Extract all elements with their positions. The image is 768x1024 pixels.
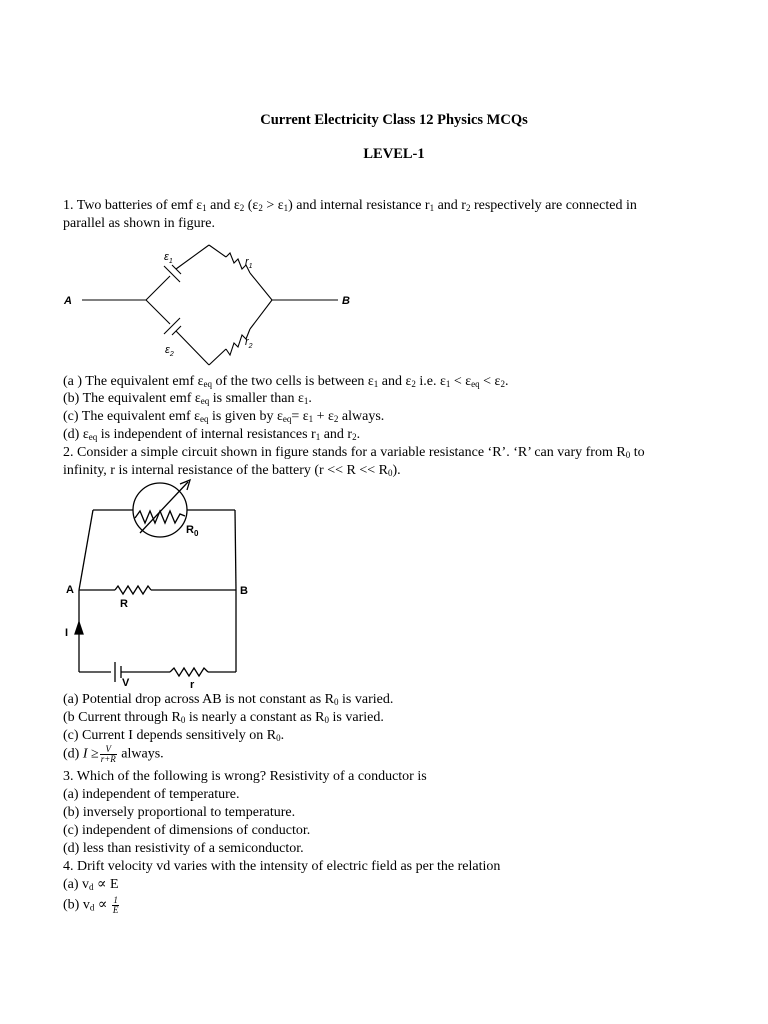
label-I: I	[65, 627, 69, 639]
q2-option-c: (c) Current I depends sensitively on $R_0$.	[63, 728, 285, 743]
q2-stem-line1: 2. Consider a simple circuit shown in figure stands for a variable resistance ‘R’. ‘R’ can vary from $R_0$ to	[63, 445, 645, 460]
q1-option-b: (b) The equivalent emf $\varepsilon_{eq}$ is smaller than $\varepsilon_1$.	[63, 391, 312, 406]
label-a: A	[66, 584, 74, 596]
q1-option-c: (c) The equivalent emf $\varepsilon_{eq}$ is given by $\varepsilon_{eq}= \varepsilon_1 + \varepsilon_2$ always.	[63, 409, 385, 424]
fraction-v-over-r-plus-R: $\frac{V}{r+R}$	[100, 744, 116, 764]
q3-option-a: (a) independent of temperature.	[63, 787, 240, 802]
q1-option-d: (d) $\varepsilon_{eq}$ is independent of internal resistances $r_1$ and $r_2$.	[63, 427, 361, 442]
q3-option-d: (d) less than resistivity of a semiconductor.	[63, 841, 304, 856]
q3-option-b: (b) inversely proportional to temperature.	[63, 805, 296, 820]
label-r0: $R_0$	[186, 524, 199, 538]
fraction-1-over-e: $\frac{1}{E}$	[112, 895, 119, 915]
resistor-R	[115, 586, 151, 594]
label-b: B	[240, 585, 248, 597]
q1-option-a: (a ) The equivalent emf $\varepsilon_{eq}$ of the two cells is between $\varepsilon_1$ and $\varepsilon_2$ i.e. $\varepsilon_1 < \varepsilon_{eq} < \varepsilon_2$.	[63, 374, 509, 389]
q1-circuit-diagram	[60, 245, 360, 370]
level-heading: LEVEL-1	[363, 146, 425, 162]
q4-option-a: (a) $v_d \propto E$	[63, 877, 119, 892]
q2-option-a: (a) Potential drop across AB is not constant as $R_0$ is varied.	[63, 692, 394, 707]
label-b: B	[342, 295, 350, 307]
label-e1: $\varepsilon_1$	[164, 251, 173, 265]
label-r: r	[190, 679, 195, 691]
resistor-r	[170, 668, 208, 676]
r0-arrow-line	[140, 482, 188, 533]
q3-option-c: (c) independent of dimensions of conductor.	[63, 823, 311, 838]
cell-e2-short-plate	[172, 326, 181, 335]
label-V: V	[122, 677, 130, 689]
q2-stem-line2: infinity, r is internal resistance of the battery $(r << R << R_0)$.	[63, 463, 401, 478]
q1-stem-line1: 1. Two batteries of emf $\varepsilon_1$ and $\varepsilon_2$ $(\varepsilon_2 > \varepsilon_1)$ and internal resistance $r_1$ and $r_2$ respectively are connected in	[63, 198, 637, 213]
q2-option-d: (d) I ≥ $\frac{V}{r+R}$ always.	[63, 744, 164, 764]
label-e2: $\varepsilon_2$	[165, 344, 174, 358]
label-R: R	[120, 598, 128, 610]
q1-stem-line2: parallel as shown in figure.	[63, 216, 216, 231]
label-r1: $r_1$	[245, 256, 253, 270]
q4-stem: 4. Drift velocity vd varies with the intensity of electric field as per the relation	[63, 859, 501, 874]
document-title: Current Electricity Class 12 Physics MCQs	[260, 112, 528, 128]
q4-option-b: (b) $v_d$ ∝ $\frac{1}{E}$	[63, 895, 119, 915]
q3-stem: 3. Which of the following is wrong? Resistivity of a conductor is	[63, 769, 427, 784]
q2-circuit-diagram	[60, 478, 270, 693]
q2-option-b: (b Current through $R_0$ is nearly a constant as $R_0$ is varied.	[63, 710, 384, 725]
current-arrow	[75, 622, 83, 634]
label-r2: $r_2$	[245, 336, 253, 350]
label-a: A	[64, 295, 72, 307]
